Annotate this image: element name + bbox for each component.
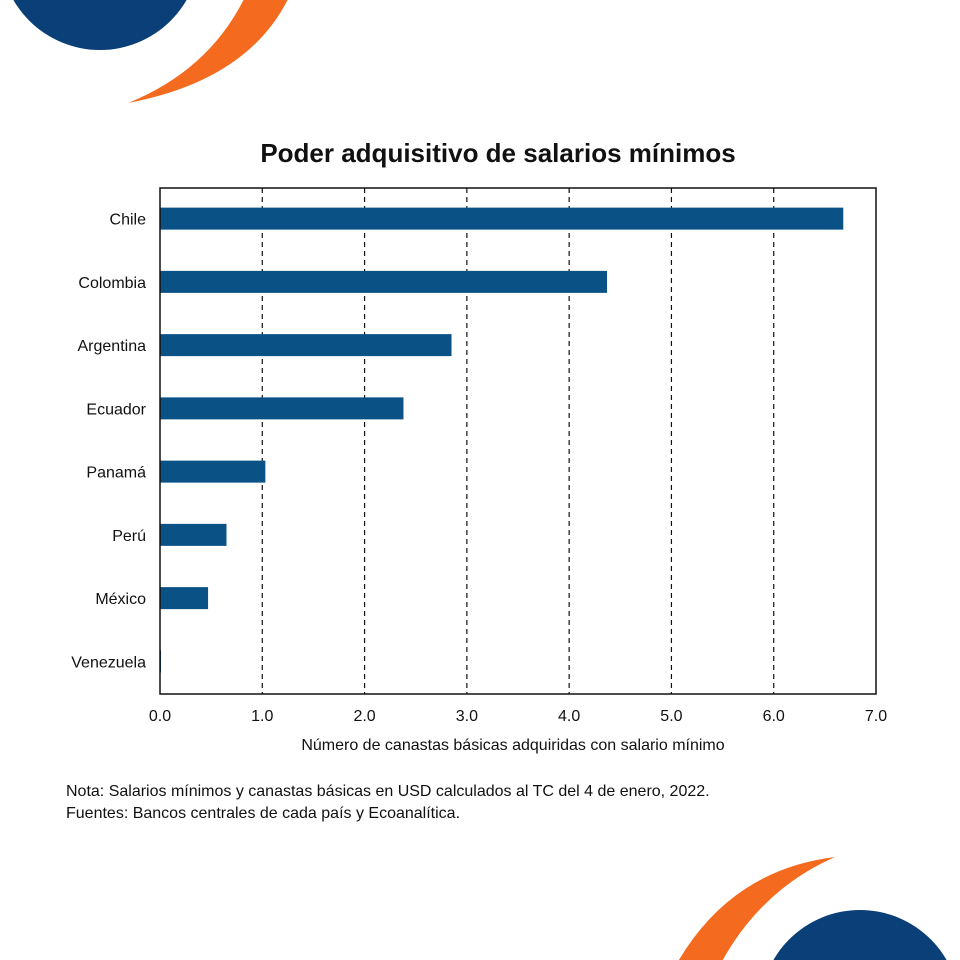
x-tick-label: 0.0 [148,708,172,725]
bar-mexico [160,587,208,609]
bar-panama [160,461,265,483]
note-line: Nota: Salarios mínimos y canastas básicas en USD calculados al TC del 4 de enero, 2022. [66,783,710,800]
bar-colombia [160,271,607,293]
x-tick-label: 7.0 [864,708,888,725]
category-label: Colombia [78,274,146,292]
x-tick-label: 5.0 [660,708,683,725]
category-label: Ecuador [86,401,146,419]
category-label: Venezuela [71,654,146,672]
sources-line: Fuentes: Bancos centrales de cada país y Ecoanalítica. [66,805,461,822]
category-label: Perú [112,527,146,545]
bar-argentina [160,334,452,356]
category-label: Chile [109,211,146,229]
category-label: México [95,591,146,609]
bar-peru [160,524,226,546]
category-label: Argentina [77,338,146,356]
x-tick-label: 1.0 [251,708,274,725]
category-label: Panamá [86,464,146,482]
x-tick-labels [149,708,887,725]
x-tick-label: 2.0 [353,708,376,725]
x-tick-label: 6.0 [762,708,785,725]
bar-ecuador [160,397,403,419]
notes [66,781,710,825]
chart-title: Poder adquisitivo de salarios mínimos [260,138,736,168]
category-labels [71,212,146,672]
grid-lines [262,188,773,694]
x-tick-label: 4.0 [558,708,581,725]
plot-frame [160,188,876,694]
x-axis-label: Número de canastas básicas adquiridas con salario mínimo [301,737,725,754]
bar-chile [160,208,843,230]
x-tick-label: 3.0 [455,708,478,725]
